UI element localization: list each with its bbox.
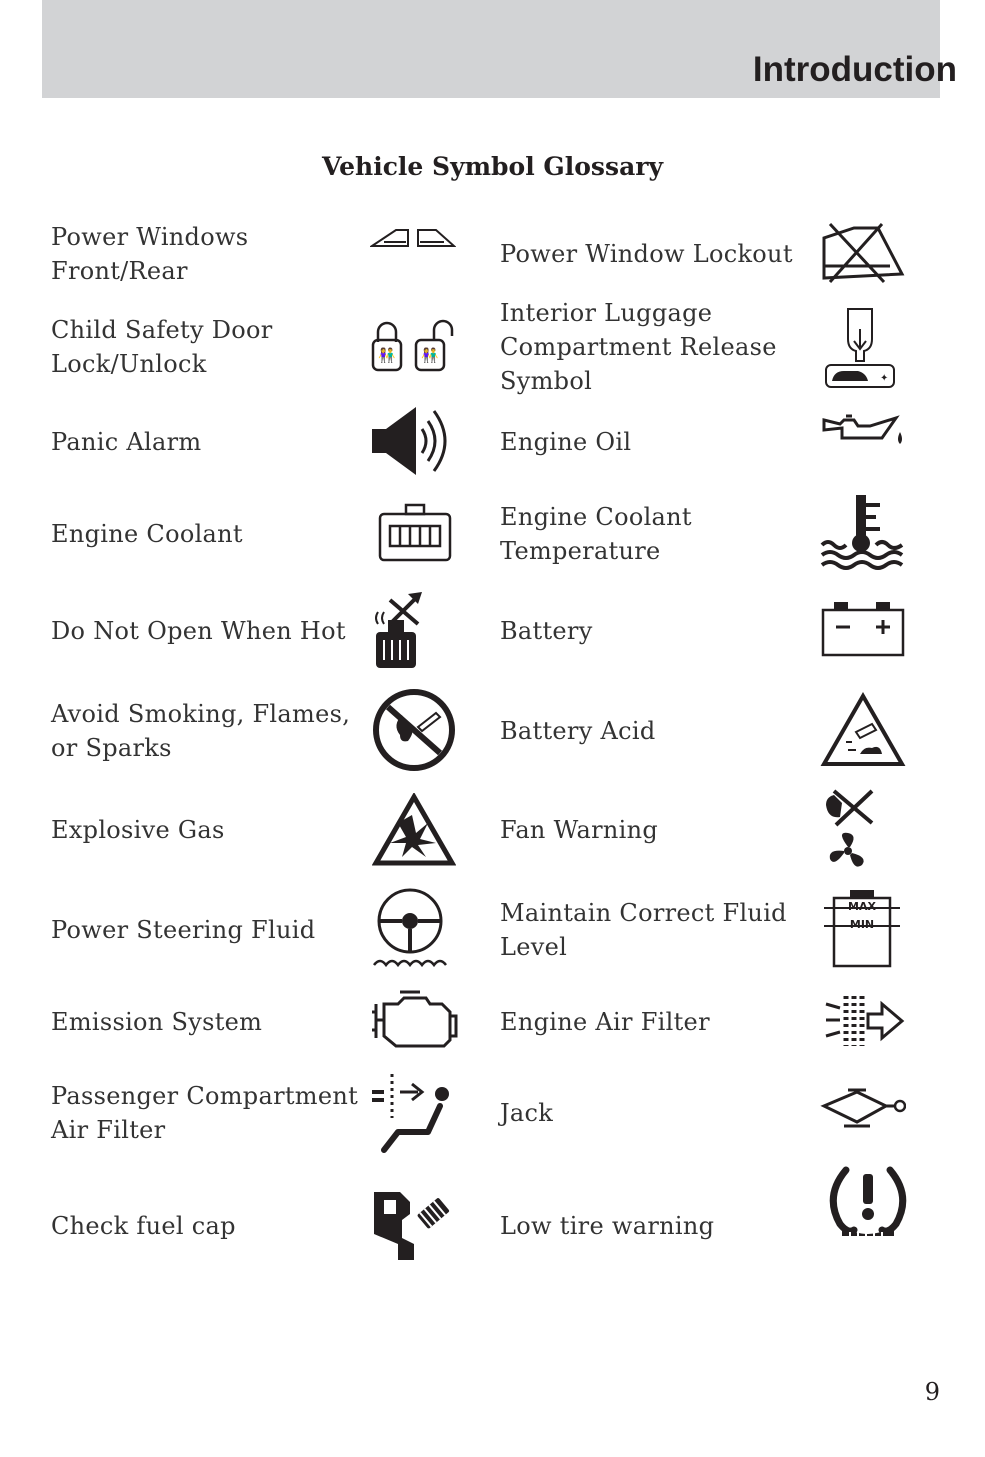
fluid-level-icon: [822, 888, 902, 970]
entry-label: Engine Oil: [500, 428, 632, 456]
entry-label: Fan Warning: [500, 816, 659, 844]
entry-label: Interior Luggage Compartment Release Symbol: [500, 299, 777, 395]
battery-icon: [820, 600, 906, 658]
svg-text:👫: 👫: [421, 348, 439, 364]
page-number: 9: [924, 1378, 940, 1406]
entry-label: Battery Acid: [500, 717, 656, 745]
svg-text:👫: 👫: [378, 348, 396, 364]
entry-label: Explosive Gas: [51, 816, 225, 844]
entry-label: Engine Coolant Temperature: [500, 503, 692, 565]
page-title: Vehicle Symbol Glossary: [322, 152, 663, 181]
entry-label: Power Window Lockout: [500, 240, 793, 268]
power-windows-icon: [370, 226, 456, 250]
battery-acid-icon: [820, 692, 906, 768]
entry-label: Passenger Compartment Air Filter: [51, 1082, 359, 1144]
entry-label: Maintain Correct Fluid Level: [500, 899, 787, 961]
explosive-gas-icon: [372, 793, 456, 867]
coolant-temperature-icon: [820, 493, 906, 571]
entry-label: Emission System: [51, 1008, 263, 1036]
entry-label: Avoid Smoking, Flames, or Sparks: [51, 700, 351, 762]
no-smoking-icon: [370, 687, 458, 773]
max-mark: MAX: [848, 900, 876, 913]
low-tire-icon: [826, 1166, 910, 1242]
trunk-release-icon: [822, 305, 898, 391]
coolant-reservoir-icon: [378, 502, 452, 562]
entry-label: Jack: [500, 1099, 554, 1127]
fan-warning-icon: [822, 787, 878, 871]
entry-label: Do Not Open When Hot: [51, 617, 346, 645]
entry-label: Child Safety Door Lock/Unlock: [51, 316, 273, 378]
jack-icon: [820, 1086, 906, 1130]
entry-label: Battery: [500, 617, 593, 645]
cabin-air-filter-icon: [370, 1070, 454, 1154]
entry-label: Low tire warning: [500, 1212, 715, 1240]
child-safety-lock-icon: [370, 318, 458, 374]
min-mark: MIN: [849, 918, 875, 931]
section-title: Introduction: [752, 50, 957, 89]
entry-label: Power Windows Front/Rear: [51, 223, 249, 285]
oil-can-icon: [822, 414, 908, 450]
entry-label: Check fuel cap: [51, 1212, 236, 1240]
entry-label: Engine Coolant: [51, 520, 243, 548]
air-filter-icon: [822, 992, 906, 1050]
steering-wheel-icon: [372, 887, 448, 971]
speaker-icon: [370, 405, 458, 477]
entry-label: Engine Air Filter: [500, 1008, 710, 1036]
entry-label: Panic Alarm: [51, 428, 202, 456]
do-not-open-hot-icon: [372, 590, 428, 670]
window-lockout-icon: [820, 222, 906, 284]
svg-text:✦: ✦: [880, 373, 889, 384]
engine-icon: [370, 990, 458, 1052]
entry-label: Power Steering Fluid: [51, 916, 316, 944]
fuel-cap-icon: [372, 1188, 456, 1262]
